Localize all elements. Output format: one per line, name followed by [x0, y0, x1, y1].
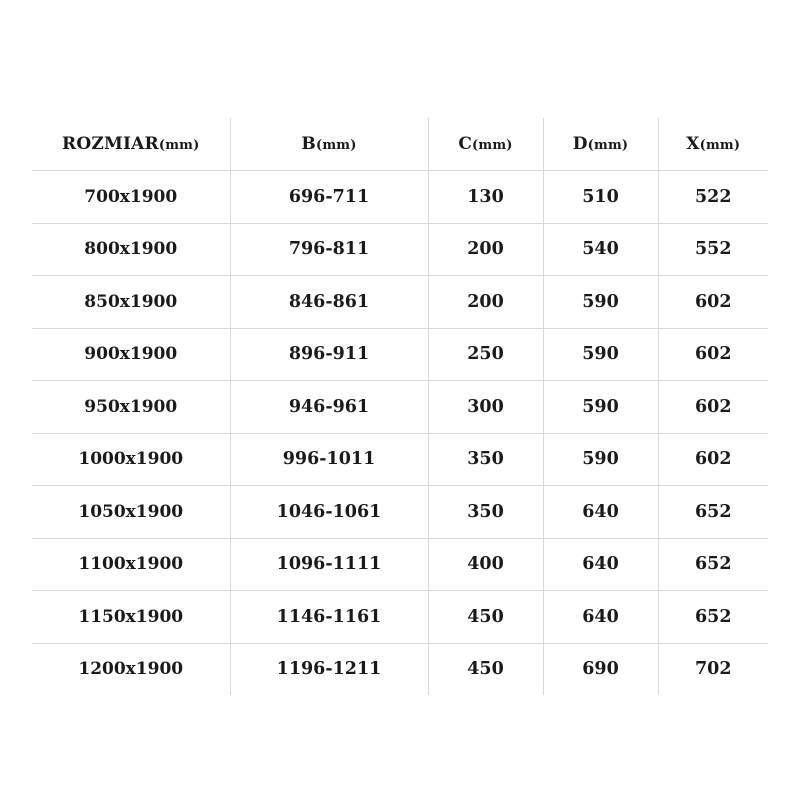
- cell-c: 400: [428, 538, 543, 591]
- cell-x: 652: [658, 538, 768, 591]
- cell-d: 590: [543, 381, 658, 434]
- table-row: [32, 171, 768, 224]
- header-label-b: B: [301, 134, 316, 154]
- cell-size: 950x1900: [32, 381, 230, 434]
- header-unit-d: (mm): [587, 138, 629, 153]
- cell-c: 200: [428, 223, 543, 276]
- cell-b: 1046-1061: [230, 486, 428, 539]
- cell-d: 690: [543, 643, 658, 695]
- cell-b: 846-861: [230, 276, 428, 329]
- table-header: [32, 118, 768, 171]
- cell-x: 602: [658, 328, 768, 381]
- table-row: [32, 328, 768, 381]
- cell-c: 450: [428, 643, 543, 695]
- cell-c: 450: [428, 591, 543, 644]
- cell-b: 1196-1211: [230, 643, 428, 695]
- cell-size: 1100x1900: [32, 538, 230, 591]
- table-row: [32, 433, 768, 486]
- table-row: [32, 381, 768, 434]
- cell-c: 250: [428, 328, 543, 381]
- cell-d: 590: [543, 276, 658, 329]
- table-row: [32, 643, 768, 695]
- table-row: [32, 538, 768, 591]
- cell-x: 652: [658, 486, 768, 539]
- cell-x: 522: [658, 171, 768, 224]
- table-row: [32, 486, 768, 539]
- cell-d: 640: [543, 538, 658, 591]
- cell-b: 1096-1111: [230, 538, 428, 591]
- cell-d: 640: [543, 591, 658, 644]
- cell-x: 552: [658, 223, 768, 276]
- cell-x: 602: [658, 381, 768, 434]
- header-unit-b: (mm): [315, 138, 357, 153]
- column-header-rozmiar: [32, 118, 230, 171]
- cell-size: 800x1900: [32, 223, 230, 276]
- cell-c: 350: [428, 433, 543, 486]
- column-header-x: [658, 118, 768, 171]
- cell-c: 200: [428, 276, 543, 329]
- cell-d: 640: [543, 486, 658, 539]
- cell-b: 946-961: [230, 381, 428, 434]
- header-label-rozmiar: ROZMIAR: [62, 134, 159, 154]
- header-unit-x: (mm): [699, 138, 741, 153]
- header-label-c: C: [458, 134, 473, 154]
- column-header-c: [428, 118, 543, 171]
- cell-d: 510: [543, 171, 658, 224]
- column-header-d: [543, 118, 658, 171]
- cell-c: 300: [428, 381, 543, 434]
- cell-b: 996-1011: [230, 433, 428, 486]
- cell-d: 540: [543, 223, 658, 276]
- specification-table: [32, 118, 768, 695]
- cell-c: 350: [428, 486, 543, 539]
- table-body: [32, 171, 768, 696]
- header-label-d: D: [572, 134, 588, 154]
- cell-b: 696-711: [230, 171, 428, 224]
- table-row: [32, 591, 768, 644]
- cell-size: 1000x1900: [32, 433, 230, 486]
- cell-x: 602: [658, 276, 768, 329]
- cell-b: 1146-1161: [230, 591, 428, 644]
- header-unit-rozmiar: (mm): [158, 138, 200, 153]
- cell-size: 1050x1900: [32, 486, 230, 539]
- cell-d: 590: [543, 328, 658, 381]
- cell-c: 130: [428, 171, 543, 224]
- cell-size: 1200x1900: [32, 643, 230, 695]
- cell-x: 652: [658, 591, 768, 644]
- cell-x: 702: [658, 643, 768, 695]
- cell-size: 900x1900: [32, 328, 230, 381]
- cell-size: 850x1900: [32, 276, 230, 329]
- header-label-x: X: [686, 134, 700, 154]
- cell-b: 796-811: [230, 223, 428, 276]
- cell-size: 1150x1900: [32, 591, 230, 644]
- header-row: [32, 118, 768, 171]
- column-header-b: [230, 118, 428, 171]
- spec-table-container: [32, 118, 768, 695]
- table-row: [32, 276, 768, 329]
- cell-size: 700x1900: [32, 171, 230, 224]
- table-row: [32, 223, 768, 276]
- cell-b: 896-911: [230, 328, 428, 381]
- cell-d: 590: [543, 433, 658, 486]
- header-unit-c: (mm): [472, 138, 513, 153]
- cell-x: 602: [658, 433, 768, 486]
